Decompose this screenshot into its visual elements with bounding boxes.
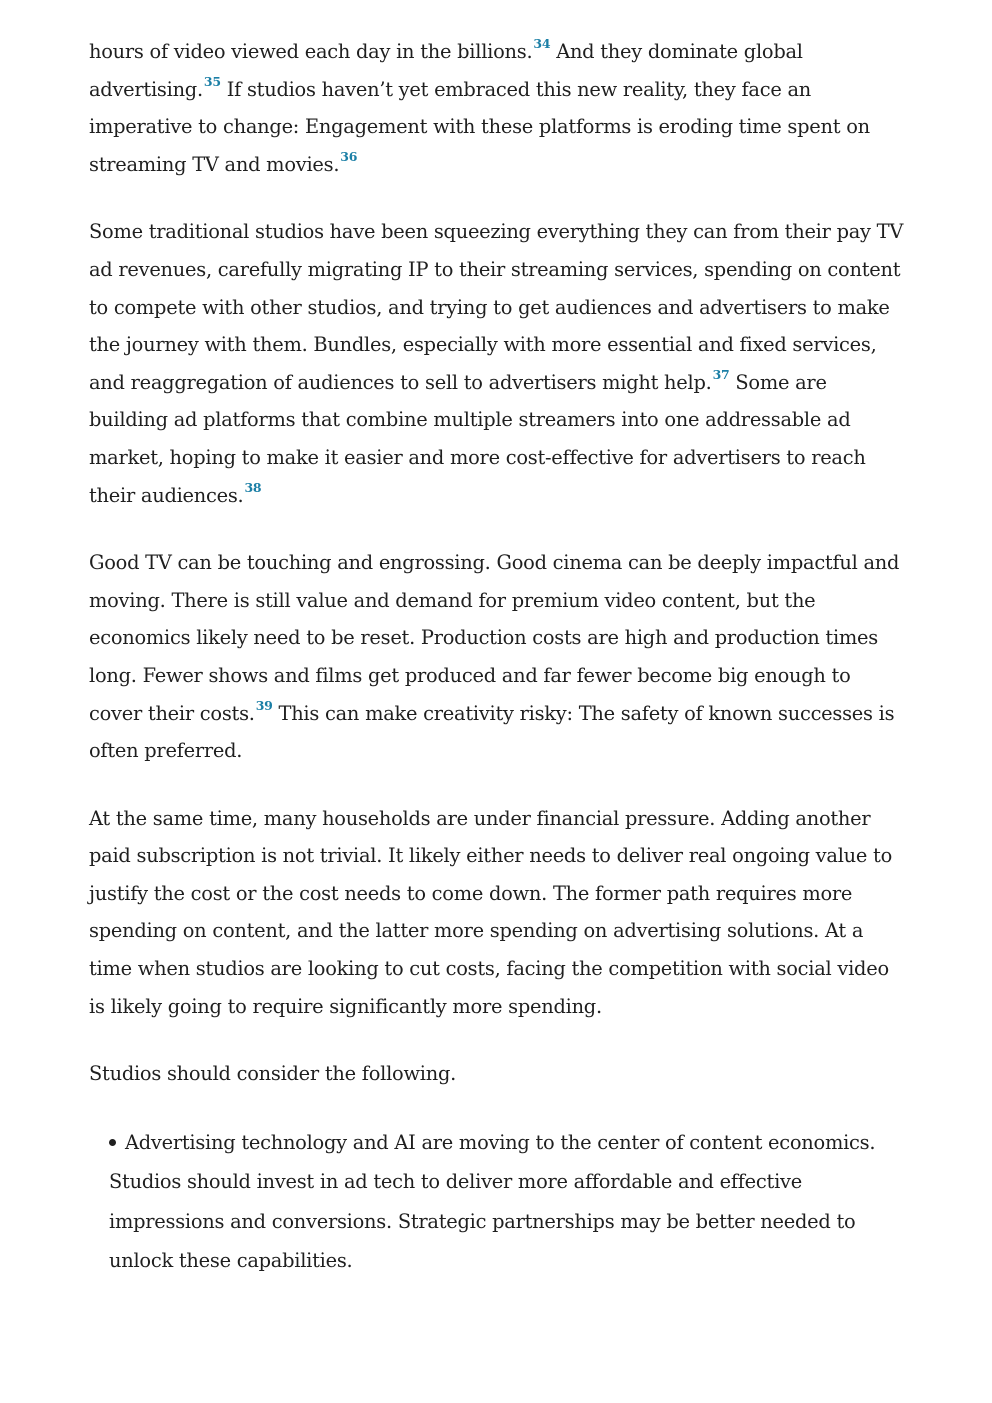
paragraph-text: This can make creativity risky: The safety of known successes is often preferred. <box>89 701 895 763</box>
paragraph-text: hours of video viewed each day in the billions. <box>89 40 533 63</box>
footnote-link[interactable]: 35 <box>203 73 221 89</box>
footnote-link[interactable]: 34 <box>533 36 551 51</box>
recommendation-list <box>89 1123 907 1281</box>
body-text <box>89 33 907 1093</box>
paragraph-text: Some traditional studios have been squeezing everything they can from their pay TV ad revenues, carefully migrating IP to their streaming services, spending on content to compete with other studios, and trying to get audiences and advertisers to make the journey with them. Bundles, especially with more essential and fixed services, and reaggregation of audiences to sell to advertisers might help. <box>89 220 904 394</box>
paragraph-text: Good TV can be touching and engrossing. Good cinema can be deeply impactful and moving. There is still value and demand for premium video content, but the economics likely need to be reset. Production costs are high and production times long. Fewer shows and films get produced and far fewer become big enough to cover their costs. <box>89 551 900 725</box>
paragraph <box>89 33 907 183</box>
paragraph-text: Studios should consider the following. <box>89 1062 457 1086</box>
paragraph <box>89 1055 907 1093</box>
bullet-icon <box>109 1139 116 1146</box>
footnote-link[interactable]: 38 <box>244 479 262 495</box>
paragraph-text: At the same time, many households are under financial pressure. Adding another paid subscription is not trivial. It likely either needs to deliver real ongoing value to justify the cost or the cost needs to come down. The former path requires more spending on content, and the latter more spending on advertising solutions. At a time when studios are looking to cut costs, facing the competition with social video is likely going to require significantly more spending. <box>89 806 892 1018</box>
footnote-link[interactable]: 39 <box>255 697 273 713</box>
list-item <box>109 1123 907 1281</box>
list-item-text: Advertising technology and AI are moving to the center of content economics. Studios should invest in ad tech to deliver more affordable and effective impressions and conversions. Strategic partnerships may be better needed to unlock these capabilities. <box>109 1130 876 1273</box>
footnote-link[interactable]: 37 <box>712 366 730 382</box>
footnote-link[interactable]: 36 <box>340 148 358 164</box>
paragraph <box>89 544 907 770</box>
paragraph <box>89 213 907 514</box>
paragraph-text: If studios haven’t yet embraced this new reality, they face an imperative to change: Engagement with these platforms is eroding time spent on streaming TV and movies. <box>89 77 870 176</box>
paragraph-text: Some are building ad platforms that combine multiple streamers into one addressable ad market, hoping to make it easier and more cost-effective for advertisers to reach their audiences. <box>89 370 866 507</box>
paragraph <box>89 800 907 1026</box>
paragraph-text: And they dominate global advertising. <box>89 40 803 101</box>
document-page <box>89 33 907 1281</box>
